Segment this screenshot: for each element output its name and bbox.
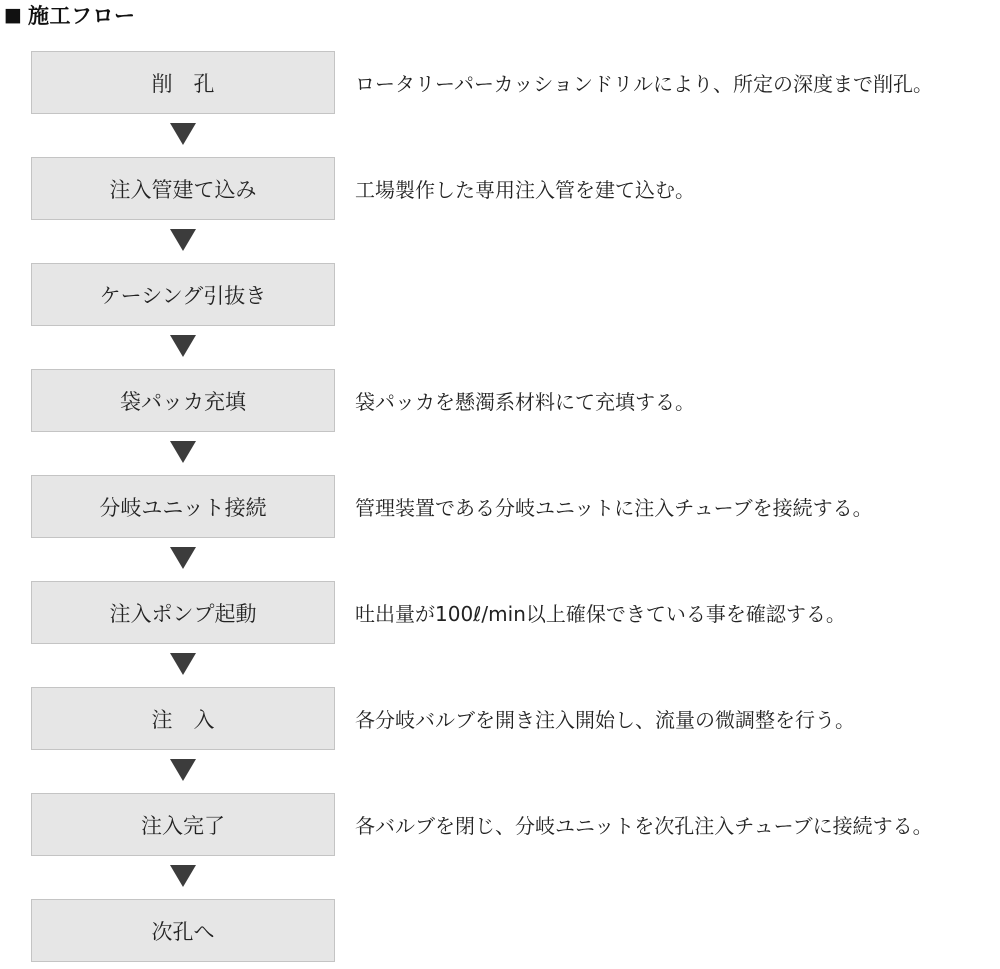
down-arrow-icon — [170, 123, 196, 145]
down-arrow-icon — [170, 653, 196, 675]
flow-step-next-hole: 次孔へ — [31, 899, 335, 962]
down-arrow-icon — [170, 547, 196, 569]
flow-step-pump-start: 注入ポンプ起動 — [31, 581, 335, 644]
flow-step-injection-description: 各分岐バルブを開き注入開始し、流量の微調整を行う。 — [355, 708, 855, 732]
down-arrow-icon — [170, 229, 196, 251]
header-square-icon: ■ — [4, 3, 22, 26]
flow-step-packer-filling-description: 袋パッカを懸濁系材料にて充填する。 — [355, 390, 695, 414]
down-arrow-icon — [170, 759, 196, 781]
flow-step-pipe-install-description: 工場製作した専用注入管を建て込む。 — [355, 178, 695, 202]
flow-step-packer-filling: 袋パッカ充填 — [31, 369, 335, 432]
down-arrow-icon — [170, 335, 196, 357]
flow-step-pump-start-description: 吐出量が100ℓ/min以上確保できている事を確認する。 — [355, 602, 846, 626]
flow-step-branch-unit-connection-description: 管理装置である分岐ユニットに注入チューブを接続する。 — [355, 496, 873, 520]
flow-step-injection-complete-description: 各バルブを閉じ、分岐ユニットを次孔注入チューブに接続する。 — [355, 814, 933, 838]
section-header — [4, 0, 135, 30]
flow-step-branch-unit-connection: 分岐ユニット接続 — [31, 475, 335, 538]
flow-step-injection-complete: 注入完了 — [31, 793, 335, 856]
down-arrow-icon — [170, 865, 196, 887]
flow-step-injection: 注 入 — [31, 687, 335, 750]
down-arrow-icon — [170, 441, 196, 463]
page-title: 施工フロー — [27, 4, 136, 28]
flow-step-casing-extraction: ケーシング引抜き — [31, 263, 335, 326]
flow-step-drilling: 削 孔 — [31, 51, 335, 114]
flow-step-drilling-description: ロータリーパーカッションドリルにより、所定の深度まで削孔。 — [355, 72, 933, 96]
flow-step-pipe-install: 注入管建て込み — [31, 157, 335, 220]
